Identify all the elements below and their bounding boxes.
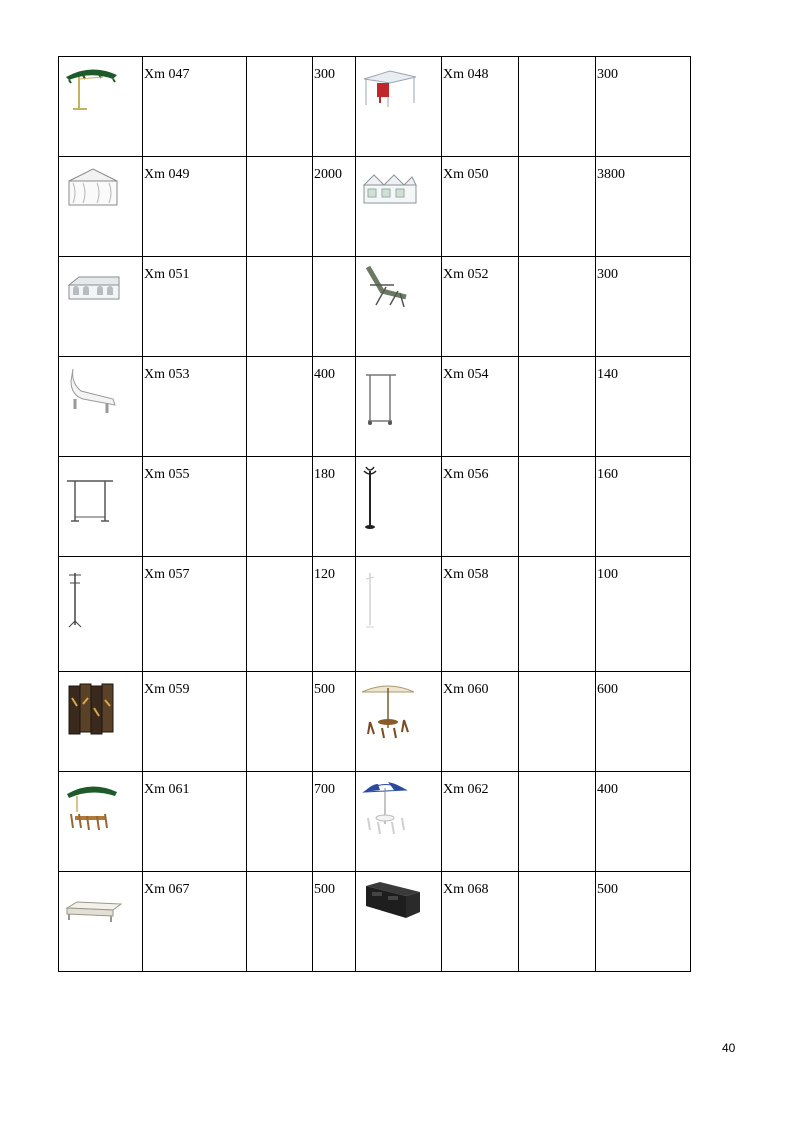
product-price-cell <box>596 157 691 257</box>
product-code: Xm 050 <box>443 167 489 182</box>
empty-cell <box>519 557 596 672</box>
product-price: 600 <box>597 682 618 697</box>
product-price-cell <box>596 872 691 972</box>
product-code: Xm 051 <box>144 267 190 282</box>
product-image-cell <box>356 157 442 257</box>
page-number: 40 <box>722 1041 736 1055</box>
product-price-cell <box>313 557 356 672</box>
patio-dining-set-icon <box>360 678 420 742</box>
garment-rack-icon <box>63 463 123 527</box>
white-coffee-table-icon <box>63 878 125 928</box>
black-tv-cabinet-icon <box>360 878 422 928</box>
product-price: 500 <box>314 882 335 897</box>
product-price: 500 <box>314 682 335 697</box>
table-row <box>59 457 691 557</box>
product-price-cell <box>313 872 356 972</box>
product-code: Xm 049 <box>144 167 190 182</box>
product-image-cell <box>356 772 442 872</box>
product-image-cell <box>356 457 442 557</box>
product-code: Xm 056 <box>443 467 489 482</box>
table-row <box>59 257 691 357</box>
table-row <box>59 157 691 257</box>
empty-cell <box>519 257 596 357</box>
canopy-gazebo-icon <box>360 63 420 113</box>
product-price-cell <box>313 257 356 357</box>
product-image-cell <box>59 257 143 357</box>
coat-stand-black-icon <box>360 463 420 533</box>
product-code-cell <box>143 457 247 557</box>
empty-cell <box>247 357 313 457</box>
table-row <box>59 672 691 772</box>
party-tent-icon <box>63 263 123 313</box>
product-image-cell <box>59 457 143 557</box>
product-code-cell <box>143 257 247 357</box>
product-code: Xm 055 <box>144 467 190 482</box>
empty-cell <box>247 57 313 157</box>
product-price: 180 <box>314 467 335 482</box>
coat-stand-metal-icon <box>63 563 123 633</box>
product-image-cell <box>356 672 442 772</box>
product-price: 300 <box>597 267 618 282</box>
product-code-cell <box>143 57 247 157</box>
product-code-cell <box>442 157 519 257</box>
product-code-cell <box>442 57 519 157</box>
empty-cell <box>247 557 313 672</box>
product-price-cell <box>596 557 691 672</box>
product-image-cell <box>59 772 143 872</box>
folding-screen-icon <box>63 678 123 738</box>
product-code-cell <box>143 772 247 872</box>
product-table <box>58 56 691 972</box>
product-code: Xm 047 <box>144 67 190 82</box>
product-price-cell <box>313 672 356 772</box>
product-price: 160 <box>597 467 618 482</box>
product-image-cell <box>59 872 143 972</box>
product-price-cell <box>596 672 691 772</box>
product-price-cell <box>596 57 691 157</box>
product-image-cell <box>356 57 442 157</box>
umbrella-table-set-icon <box>360 778 420 838</box>
product-price: 300 <box>314 67 335 82</box>
product-price-cell <box>313 457 356 557</box>
product-price-cell <box>596 257 691 357</box>
product-code: Xm 060 <box>443 682 489 697</box>
pagoda-tent-icon <box>360 163 420 213</box>
recliner-chair-icon <box>360 263 420 313</box>
product-price: 2000 <box>314 167 342 182</box>
product-code-cell <box>442 872 519 972</box>
product-code-cell <box>442 457 519 557</box>
product-code-cell <box>143 872 247 972</box>
product-code-cell <box>442 772 519 872</box>
product-code: Xm 067 <box>144 882 190 897</box>
rolling-clothes-rack-icon <box>360 363 420 427</box>
empty-cell <box>247 872 313 972</box>
product-code: Xm 054 <box>443 367 489 382</box>
product-price: 140 <box>597 367 618 382</box>
product-code-cell <box>442 257 519 357</box>
product-image-cell <box>356 257 442 357</box>
white-gazebo-icon <box>63 163 123 213</box>
empty-cell <box>519 672 596 772</box>
product-code: Xm 057 <box>144 567 190 582</box>
product-code: Xm 061 <box>144 782 190 797</box>
table-row <box>59 772 691 872</box>
product-code-cell <box>143 672 247 772</box>
product-code-cell <box>143 557 247 672</box>
empty-cell <box>519 457 596 557</box>
empty-cell <box>247 257 313 357</box>
empty-cell <box>247 157 313 257</box>
product-code-cell <box>442 557 519 672</box>
table-row <box>59 357 691 457</box>
product-price: 120 <box>314 567 335 582</box>
product-price: 100 <box>597 567 618 582</box>
product-code: Xm 068 <box>443 882 489 897</box>
product-image-cell <box>356 357 442 457</box>
empty-cell <box>519 772 596 872</box>
product-code: Xm 048 <box>443 67 489 82</box>
product-price-cell <box>596 772 691 872</box>
empty-cell <box>519 357 596 457</box>
empty-cell <box>247 672 313 772</box>
table-row <box>59 57 691 157</box>
product-image-cell <box>59 357 143 457</box>
product-code-cell <box>143 157 247 257</box>
empty-cell <box>247 457 313 557</box>
product-price: 400 <box>597 782 618 797</box>
product-price: 3800 <box>597 167 625 182</box>
product-image-cell <box>356 872 442 972</box>
cantilever-umbrella-icon <box>63 63 123 113</box>
table-row <box>59 557 691 672</box>
product-price: 300 <box>597 67 618 82</box>
product-price-cell <box>596 357 691 457</box>
gazebo-dining-set-icon <box>63 778 123 838</box>
product-code: Xm 052 <box>443 267 489 282</box>
empty-cell <box>519 872 596 972</box>
product-code-cell <box>442 357 519 457</box>
product-price: 400 <box>314 367 335 382</box>
sun-lounger-icon <box>63 363 123 418</box>
product-price-cell <box>313 772 356 872</box>
product-price-cell <box>596 457 691 557</box>
empty-cell <box>247 772 313 872</box>
empty-cell <box>519 57 596 157</box>
product-price-cell <box>313 157 356 257</box>
product-image-cell <box>59 57 143 157</box>
product-code: Xm 059 <box>144 682 190 697</box>
product-code: Xm 062 <box>443 782 489 797</box>
product-price-cell <box>313 57 356 157</box>
product-code-cell <box>143 357 247 457</box>
empty-cell <box>519 157 596 257</box>
coat-stand-white-icon <box>360 563 420 633</box>
product-price-cell <box>313 357 356 457</box>
product-code-cell <box>442 672 519 772</box>
product-code: Xm 058 <box>443 567 489 582</box>
table-row <box>59 872 691 972</box>
product-image-cell <box>59 157 143 257</box>
product-image-cell <box>356 557 442 672</box>
product-image-cell <box>59 672 143 772</box>
product-price: 700 <box>314 782 335 797</box>
product-price: 500 <box>597 882 618 897</box>
product-code: Xm 053 <box>144 367 190 382</box>
product-image-cell <box>59 557 143 672</box>
